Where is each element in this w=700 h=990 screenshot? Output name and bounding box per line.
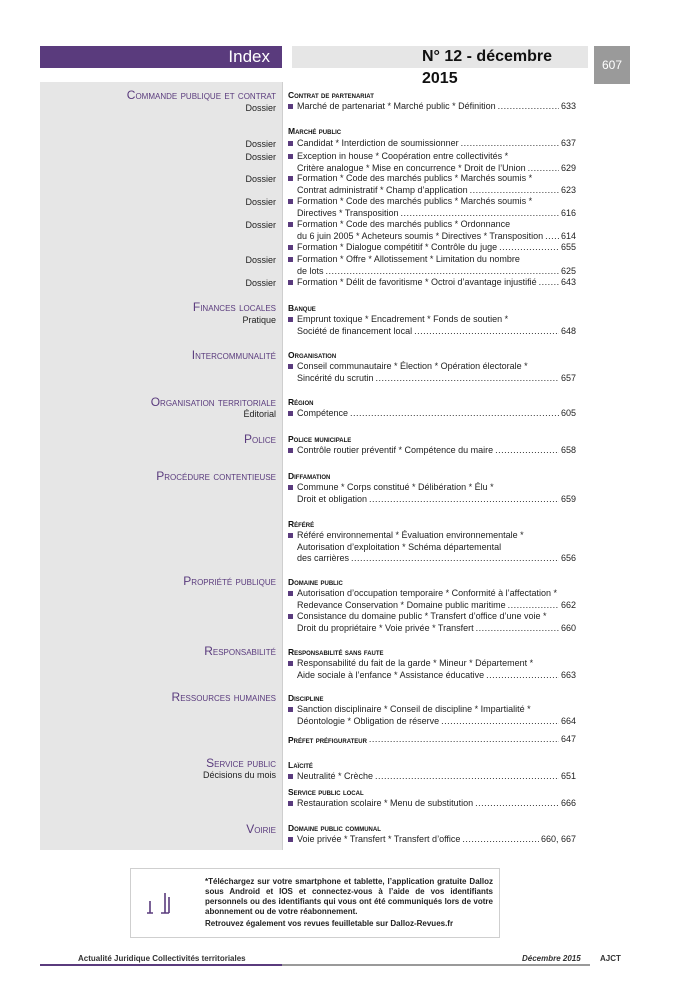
heading-banque: Banque (288, 303, 316, 313)
entry-text: Formation * Code des marchés publics * Marchés soumis * (297, 196, 533, 206)
index-entry (288, 798, 576, 810)
page-ref: 664 (560, 715, 576, 726)
heading-domaine-public-communal: Domaine public communal (288, 823, 381, 833)
category-organisation-territoriale: Organisation territoriale (150, 395, 276, 409)
entry-text: Déontologie * Obligation de réserve (297, 715, 440, 726)
bullet-icon (288, 801, 293, 806)
heading-laicite: Laïcité (288, 760, 313, 770)
index-entry (288, 219, 576, 242)
heading-refere: Référé (288, 519, 315, 529)
sub-label: Dossier (245, 255, 276, 265)
index-entry (288, 834, 576, 846)
entry-text: de lots (297, 265, 324, 276)
index-entry (288, 611, 576, 634)
promo-paragraph: *Téléchargez sur votre smartphone et tablette, l’application gratuite Dalloz sous Android et IOS et connectez-vous à l’aide de vos identifiants personnels ou des identifiants qui vous ont été communiqués lors de votre abonnement ou de votre réabonnement. (205, 877, 493, 916)
page-ref: 647 (560, 734, 576, 744)
sub-label: Dossier (245, 152, 276, 162)
category-police: Police (243, 432, 276, 446)
bullet-icon (288, 774, 293, 779)
index-entry (288, 242, 576, 254)
page-ref: 616 (560, 207, 576, 218)
app-promo-box (130, 868, 500, 938)
bullet-icon (288, 317, 293, 322)
bullet-icon (288, 154, 293, 159)
index-entry (288, 408, 576, 420)
bullet-icon (288, 411, 293, 416)
heading-discipline: Discipline (288, 693, 324, 703)
footer-brand: AJCT (600, 954, 621, 963)
entry-text: Responsabilité du fait de la garde * Mineur * Département * (297, 658, 534, 668)
entry-text: Emprunt toxique * Encadrement * Fonds de soutien * (297, 314, 509, 324)
bullet-icon (288, 591, 293, 596)
page-ref: 623 (560, 184, 576, 195)
page-ref: 659 (560, 493, 576, 504)
entry-text: Marché de partenariat * Marché public * Définition (297, 101, 496, 111)
footer-bar (40, 964, 282, 966)
page-ref: 660 (560, 622, 576, 633)
entry-text: Formation * Code des marchés publics * Ordonnance (297, 219, 511, 229)
page-ref: 655 (560, 242, 576, 252)
entry-text: Compétence (297, 408, 349, 418)
bullet-icon (288, 257, 293, 262)
page-ref: 651 (560, 771, 576, 781)
entry-text: Contrat administratif * Champ d’application (297, 184, 468, 195)
entry-text: du 6 juin 2005 * Acheteurs soumis * Directives * Transposition (297, 230, 544, 241)
category-ressources-humaines: Ressources humaines (171, 690, 276, 704)
entry-text: Droit et obligation (297, 493, 368, 504)
entry-text: Critère analogue * Mise en concurrence * Droit de l’Union (297, 162, 526, 173)
page-ref: 633 (560, 101, 576, 111)
index-entry (288, 658, 576, 681)
category-responsabilite: Responsabilité (204, 644, 276, 658)
bullet-icon (288, 280, 293, 285)
heading-service-public-local: Service public local (288, 787, 364, 797)
index-entry (288, 314, 576, 337)
index-entry (288, 254, 576, 277)
bullet-icon (288, 533, 293, 538)
page-ref: 605 (560, 408, 576, 418)
page-ref: 656 (560, 553, 576, 563)
app-logo-icon (143, 889, 193, 919)
index-entry (288, 101, 576, 113)
page-ref: 657 (560, 372, 576, 383)
sub-label: Dossier (245, 197, 276, 207)
bullet-icon (288, 448, 293, 453)
entry-text: Consistance du domaine public * Transfert d’office d’une voie * (297, 611, 547, 621)
category-voirie: Voirie (246, 822, 276, 836)
heading-region: Région (288, 397, 314, 407)
bullet-icon (288, 485, 293, 490)
entry-text: Autorisation d’occupation temporaire * Conformité à l’affectation * (297, 588, 557, 598)
index-entry (288, 173, 576, 196)
heading-police-municipale: Police municipale (288, 434, 352, 444)
page-ref: 643 (560, 277, 576, 287)
entry-text: Référé environnemental * Évaluation environnementale * (297, 530, 524, 540)
entry-text: Directives * Transposition (297, 207, 399, 218)
entry-text: des carrières (297, 553, 350, 563)
entry-text: Autorisation d’exploitation * Schéma départemental (297, 541, 502, 552)
entry-text: Redevance Conservation * Domaine public maritime (297, 599, 506, 610)
heading-domaine-public: Domaine public (288, 577, 343, 587)
divider (282, 82, 283, 850)
index-entry (288, 530, 576, 565)
entry-text: Sincérité du scrutin (297, 372, 374, 383)
entry-text: Commune * Corps constitué * Délibération * Élu * (297, 482, 494, 492)
page-ref: 666 (560, 798, 576, 808)
category-procedure-contentieuse: Procédure contentieuse (156, 469, 276, 483)
entry-text: Droit du propriétaire * Voie privée * Transfert (297, 622, 474, 633)
heading-contrat-partenariat: Contrat de partenariat (288, 90, 374, 100)
page-ref: 662 (560, 599, 576, 610)
entry-text: Exception in house * Coopération entre collectivités * (297, 151, 509, 161)
index-entry (288, 361, 576, 384)
entry-text: Voie privée * Transfert * Transfert d’office (297, 834, 461, 844)
bullet-icon (288, 661, 293, 666)
heading-organisation: Organisation (288, 350, 337, 360)
heading-marche-public: Marché public (288, 126, 342, 136)
promo-link-text[interactable]: Retrouvez également vos revues feuilletable sur Dalloz-Revues.fr (205, 919, 454, 928)
heading-prefet-prefigurateur: Préfet préfigurateur (288, 735, 367, 745)
bullet-icon (288, 222, 293, 227)
index-entry (288, 277, 576, 289)
index-entry (288, 196, 576, 219)
footer-journal-name: Actualité Juridique Collectivités territoriales (78, 954, 246, 963)
issue-title: N° 12 - décembre 2015 (292, 46, 588, 68)
index-entry (288, 138, 576, 150)
bullet-icon (288, 245, 293, 250)
entry-text: Formation * Offre * Allotissement * Limitation du nombre (297, 254, 520, 264)
index-entry (288, 151, 576, 174)
index-entry (288, 588, 576, 611)
bullet-icon (288, 104, 293, 109)
entry-text: Restauration scolaire * Menu de substitution (297, 798, 474, 808)
footer-date: Décembre 2015 (522, 954, 581, 963)
page-number: 607 (594, 46, 630, 84)
sub-label: Dossier (245, 278, 276, 288)
index-entry (288, 482, 576, 505)
sub-label: Dossier (245, 220, 276, 230)
index-entry (288, 445, 576, 457)
promo-text (205, 877, 493, 929)
bullet-icon (288, 364, 293, 369)
category-intercommunalite: Intercommunalité (191, 348, 276, 362)
entry-text: Sanction disciplinaire * Conseil de discipline * Impartialité * (297, 704, 531, 714)
sub-label: Éditorial (243, 409, 276, 419)
page-ref: 663 (560, 669, 576, 680)
entry-text: Candidat * Interdiction de soumissionner (297, 138, 459, 148)
bullet-icon (288, 141, 293, 146)
bullet-icon (288, 837, 293, 842)
sub-label: Dossier (245, 174, 276, 184)
bullet-icon (288, 199, 293, 204)
category-finances-locales: Finances locales (192, 300, 276, 314)
entry-text: Conseil communautaire * Élection * Opération électorale * (297, 361, 528, 371)
footer-bar (282, 964, 590, 966)
bullet-icon (288, 176, 293, 181)
bullet-icon (288, 614, 293, 619)
entry-text: Neutralité * Crèche (297, 771, 374, 781)
entry-text: Formation * Dialogue compétitif * Contrôle du juge (297, 242, 498, 252)
page-ref: 658 (560, 445, 576, 455)
category-propriete-publique: Propriété publique (183, 574, 276, 588)
entry-text: Aide sociale à l’enfance * Assistance éducative (297, 669, 485, 680)
entry-text: Formation * Délit de favoritisme * Octroi d’avantage injustifié (297, 277, 537, 287)
page-ref: 625 (560, 265, 576, 276)
heading-diffamation: Diffamation (288, 471, 331, 481)
sub-label: Pratique (242, 315, 276, 325)
index-entry (288, 704, 576, 727)
page-ref: 648 (560, 325, 576, 336)
page-ref: 637 (560, 138, 576, 148)
page-ref: 629 (560, 162, 576, 173)
section-title: Index (40, 46, 282, 68)
heading-responsabilite-sans-faute: Responsabilité sans faute (288, 647, 384, 657)
category-service-public: Service public (206, 756, 276, 770)
index-entry (288, 771, 576, 783)
sub-label: Dossier (245, 103, 276, 113)
bullet-icon (288, 707, 293, 712)
entry-text: Contrôle routier préventif * Compétence du maire (297, 445, 494, 455)
entry-text: Formation * Code des marchés publics * Marchés soumis * (297, 173, 533, 183)
page-ref: 660, 667 (540, 834, 576, 844)
sub-label: Décisions du mois (202, 770, 276, 780)
prefet-row (288, 734, 576, 746)
category-commande-publique: Commande publique et contrat (126, 88, 276, 102)
entry-text: Société de financement local (297, 325, 413, 336)
page-ref: 614 (560, 230, 576, 241)
sub-label: Dossier (245, 139, 276, 149)
